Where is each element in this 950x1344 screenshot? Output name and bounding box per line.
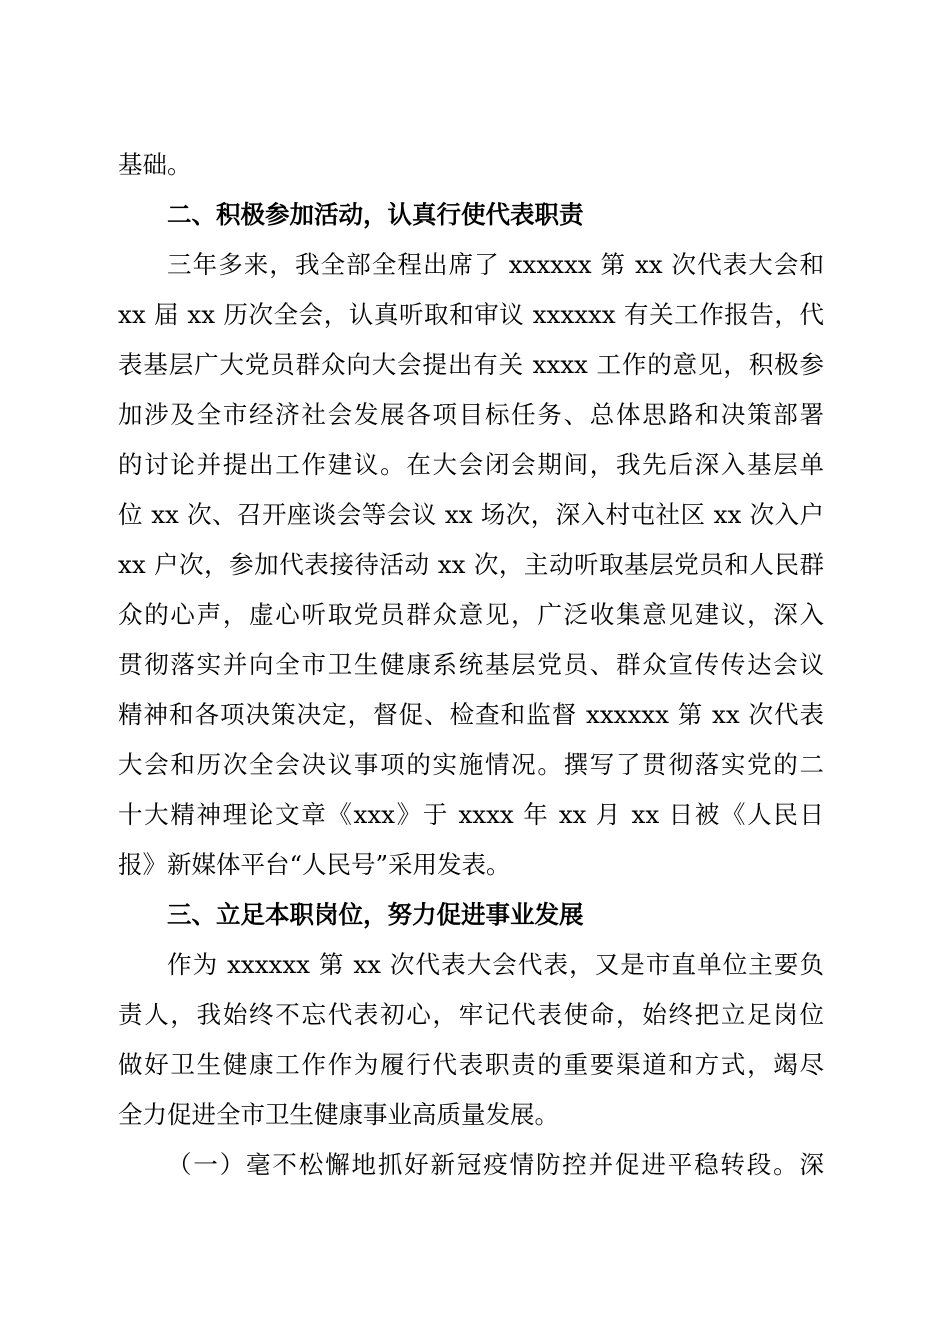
paragraph-line: xx 户次，参加代表接待活动 xx 次，主动听取基层党员和人民群 (118, 550, 824, 579)
paragraph-line: 大会和历次全会决议事项的实施情况。撰写了贯彻落实党的二 (118, 750, 824, 779)
paragraph-line: 贯彻落实并向全市卫生健康系统基层党员、群众宣传传达会议 (118, 650, 824, 679)
paragraph-line: 位 xx 次、召开座谈会等会议 xx 场次，深入村屯社区 xx 次入户 (118, 500, 824, 529)
paragraph-line: 众的心声，虚心听取党员群众意见，广泛收集意见建议，深入 (118, 600, 824, 629)
paragraph-line: 精神和各项决策决定，督促、检查和监督 xxxxxx 第 xx 次代表 (118, 700, 824, 729)
subsection-heading-1: （一）毫不松懈地抓好新冠疫情防控并促进平稳转段。深 (167, 1150, 824, 1179)
paragraph-line: 加涉及全市经济社会发展各项目标任务、总体思路和决策部署 (118, 400, 824, 429)
paragraph-line: 基础。 (118, 150, 192, 179)
paragraph-line: 的讨论并提出工作建议。在大会闭会期间，我先后深入基层单 (118, 450, 824, 479)
paragraph-line: 表基层广大党员群众向大会提出有关 xxxx 工作的意见，积极参 (118, 350, 824, 379)
paragraph-line: 做好卫生健康工作作为履行代表职责的重要渠道和方式，竭尽 (118, 1050, 824, 1079)
paragraph-line: 作为 xxxxxx 第 xx 次代表大会代表，又是市直单位主要负 (167, 950, 824, 979)
section-heading-2: 二、积极参加活动，认真行使代表职责 (167, 200, 584, 229)
paragraph-line: 责人，我始终不忘代表初心，牢记代表使命，始终把立足岗位 (118, 1000, 824, 1029)
paragraph-line: 十大精神理论文章《xxx》于 xxxx 年 xx 月 xx 日被《人民日 (118, 800, 824, 829)
paragraph-line: xx 届 xx 历次全会，认真听取和审议 xxxxxx 有关工作报告，代 (118, 300, 824, 329)
paragraph-line: 全力促进全市卫生健康事业高质量发展。 (118, 1100, 559, 1129)
paragraph-line: 报》新媒体平台“人民号”采用发表。 (118, 850, 511, 879)
section-heading-3: 三、立足本职岗位，努力促进事业发展 (167, 900, 584, 929)
paragraph-line: 三年多来，我全部全程出席了 xxxxxx 第 xx 次代表大会和 (167, 250, 824, 279)
